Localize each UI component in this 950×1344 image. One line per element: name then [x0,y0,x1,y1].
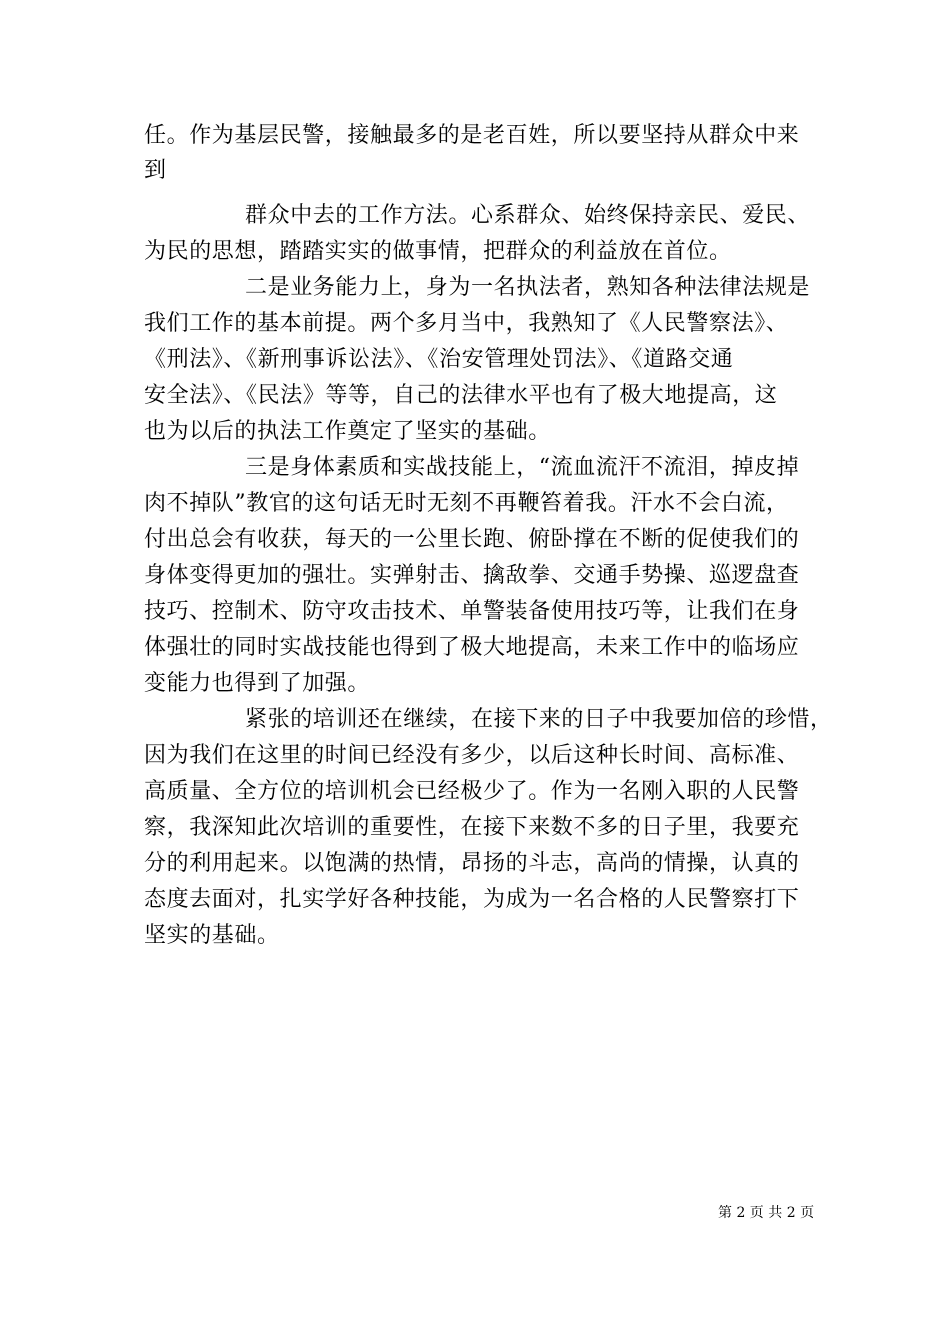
document-body [144,118,833,954]
text-line: 坚实的基础。 [144,923,280,948]
text-line: 任。作为基层民警，接触最多的是老百姓，所以要坚持从群众中来 [144,123,800,148]
text-line: 到 [144,158,167,183]
text-line: 付出总会有收获，每天的一公里长跑、俯卧撑在不断的促使我们的 [144,527,800,552]
page-number: 第 2 页 共 2 页 [718,1205,815,1221]
text-line: 态度去面对，扎实学好各种技能，为成为一名合格的人民警察打下 [144,887,800,912]
paragraph-line: 二是业务能力上，身为一名执法者，熟知各种法律法规是 [245,275,811,300]
text-line: 为民的思想，踏踏实实的做事情，把群众的利益放在首位。 [144,239,732,264]
text-line: 因为我们在这里的时间已经没有多少，以后这种长时间、高标准、 [144,743,800,768]
text-line: 体强壮的同时实战技能也得到了极大地提高，未来工作中的临场应 [144,635,800,660]
text-line: 变能力也得到了加强。 [144,671,371,696]
text-line: 身体变得更加的强壮。实弹射击、擒敌拳、交通手势操、巡逻盘查 [144,563,800,588]
text-line: 《刑法》、《新刑事诉讼法》、《治安管理处罚法》、《道路交通 [144,347,734,372]
text-line: 安全法》、《民法》等等，自己的法律水平也有了极大地提高，这 [144,383,778,408]
text-line: 我们工作的基本前提。两个多月当中，我熟知了《人民警察法》、 [144,311,789,336]
text-line: 技巧、控制术、防守攻击技术、单警装备使用技巧等，让我们在身 [144,599,800,624]
paragraph-line: 群众中去的工作方法。心系群众、始终保持亲民、爱民、 [245,203,811,228]
paragraph-line: 紧张的培训还在继续，在接下来的日子中我要加倍的珍惜， [245,707,833,732]
text-line: 分的利用起来。以饱满的热情，昂扬的斗志，高尚的情操，认真的 [144,851,800,876]
text-line: 察，我深知此次培训的重要性，在接下来数不多的日子里，我要充 [144,815,800,840]
text-line: 高质量、全方位的培训机会已经极少了。作为一名刚入职的人民警 [144,779,800,804]
paragraph-line: 三是身体素质和实战技能上，“流血流汗不流泪，掉皮掉 [245,455,800,480]
text-line: 也为以后的执法工作奠定了坚实的基础。 [144,419,551,444]
text-line: 肉不掉队”教官的这句话无时无刻不再鞭笞着我。汗水不会白流， [144,491,789,516]
